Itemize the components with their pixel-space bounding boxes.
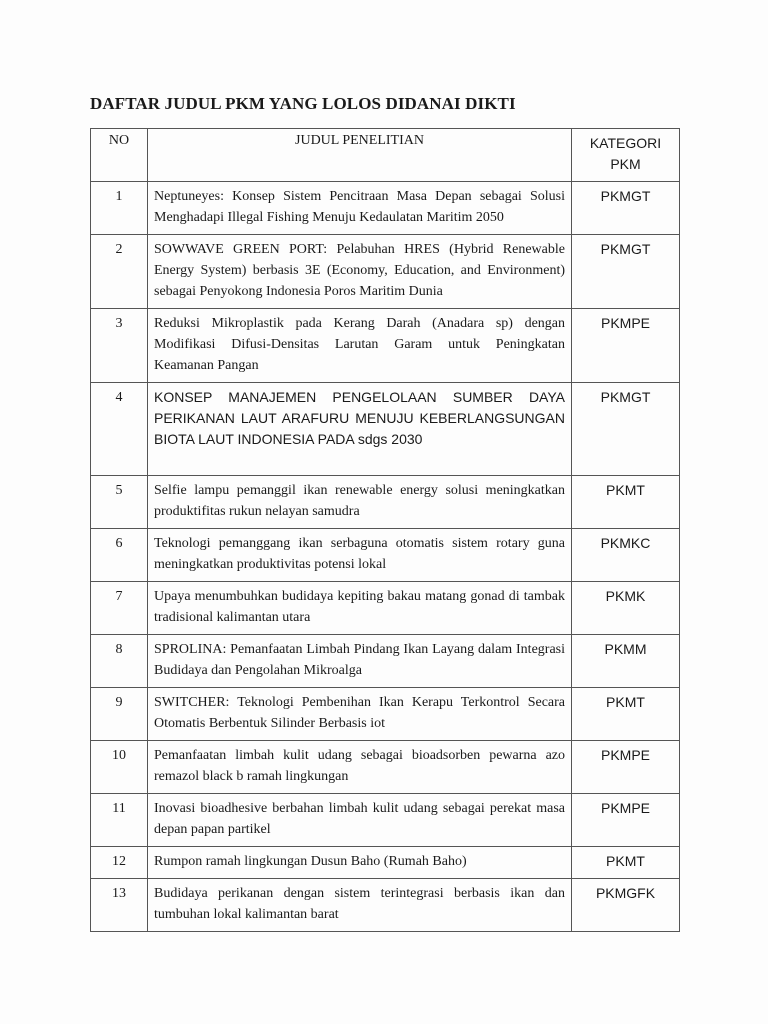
header-no: NO [91,129,148,182]
row-judul: Reduksi Mikroplastik pada Kerang Darah (Anadara sp) dengan Modifikasi Difusi-Densitas Larutan Garam untuk Peningkatan Keamanan Pangan [148,309,572,383]
row-kategori: PKMT [572,476,680,529]
row-kategori: PKMPE [572,309,680,383]
table-header-row [91,129,680,182]
row-no: 13 [91,879,148,932]
row-judul: Budidaya perikanan dengan sistem terintegrasi berbasis ikan dan tumbuhan lokal kalimantan barat [148,879,572,932]
table-row [91,879,680,932]
row-kategori: PKMGT [572,235,680,309]
row-kategori: PKMKC [572,529,680,582]
table-row [91,794,680,847]
header-kategori-line2: PKM [610,156,641,172]
table-row [91,529,680,582]
row-no: 11 [91,794,148,847]
row-no: 9 [91,688,148,741]
row-no: 4 [91,383,148,476]
table-row [91,309,680,383]
row-kategori: PKMT [572,688,680,741]
row-judul: SPROLINA: Pemanfaatan Limbah Pindang Ikan Layang dalam Integrasi Budidaya dan Pengolahan Mikroalga [148,635,572,688]
header-kategori [572,129,680,182]
row-no: 7 [91,582,148,635]
row-kategori: PKMGFK [572,879,680,932]
row-kategori: PKMM [572,635,680,688]
document-title: DAFTAR JUDUL PKM YANG LOLOS DIDANAI DIKTI [90,94,516,113]
table-row [91,688,680,741]
table-row [91,476,680,529]
table-row [91,847,680,879]
table-row [91,182,680,235]
row-no: 3 [91,309,148,383]
row-no: 10 [91,741,148,794]
table-row [91,741,680,794]
row-no: 5 [91,476,148,529]
table-row [91,635,680,688]
pkm-table [90,128,680,932]
row-no: 6 [91,529,148,582]
row-no: 2 [91,235,148,309]
table-row [91,235,680,309]
row-kategori: PKMGT [572,182,680,235]
row-no: 1 [91,182,148,235]
row-no: 8 [91,635,148,688]
table-row [91,582,680,635]
row-judul: KONSEP MANAJEMEN PENGELOLAAN SUMBER DAYA PERIKANAN LAUT ARAFURU MENUJU KEBERLANGSUNGAN BIOTA LAUT INDONESIA PADA sdgs 2030 [148,383,572,476]
row-kategori: PKMPE [572,741,680,794]
header-kategori-line1: KATEGORI [589,135,662,151]
header-judul: JUDUL PENELITIAN [148,129,572,182]
row-kategori: PKMPE [572,794,680,847]
row-judul: SOWWAVE GREEN PORT: Pelabuhan HRES (Hybrid Renewable Energy System) berbasis 3E (Economy, Education, and Environment) sebagai Penyokong Indonesia Poros Maritim Dunia [148,235,572,309]
row-judul: Neptuneyes: Konsep Sistem Pencitraan Masa Depan sebagai Solusi Menghadapi Illegal Fishing Menuju Kedaulatan Maritim 2050 [148,182,572,235]
row-kategori: PKMGT [572,383,680,476]
row-kategori: PKMK [572,582,680,635]
row-judul: Pemanfaatan limbah kulit udang sebagai bioadsorben pewarna azo remazol black b ramah lingkungan [148,741,572,794]
table-row [91,383,680,476]
row-judul: Rumpon ramah lingkungan Dusun Baho (Rumah Baho) [148,847,572,879]
row-judul: Selfie lampu pemanggil ikan renewable energy solusi meningkatkan produktifitas rukun nelayan samudra [148,476,572,529]
row-no: 12 [91,847,148,879]
row-judul: Inovasi bioadhesive berbahan limbah kulit udang sebagai perekat masa depan papan partikel [148,794,572,847]
row-judul: Upaya menumbuhkan budidaya kepiting bakau matang gonad di tambak tradisional kalimantan utara [148,582,572,635]
row-judul: SWITCHER: Teknologi Pembenihan Ikan Kerapu Terkontrol Secara Otomatis Berbentuk Silinder Berbasis iot [148,688,572,741]
row-judul: Teknologi pemanggang ikan serbaguna otomatis sistem rotary guna meningkatkan produktivitas potensi lokal [148,529,572,582]
row-kategori: PKMT [572,847,680,879]
